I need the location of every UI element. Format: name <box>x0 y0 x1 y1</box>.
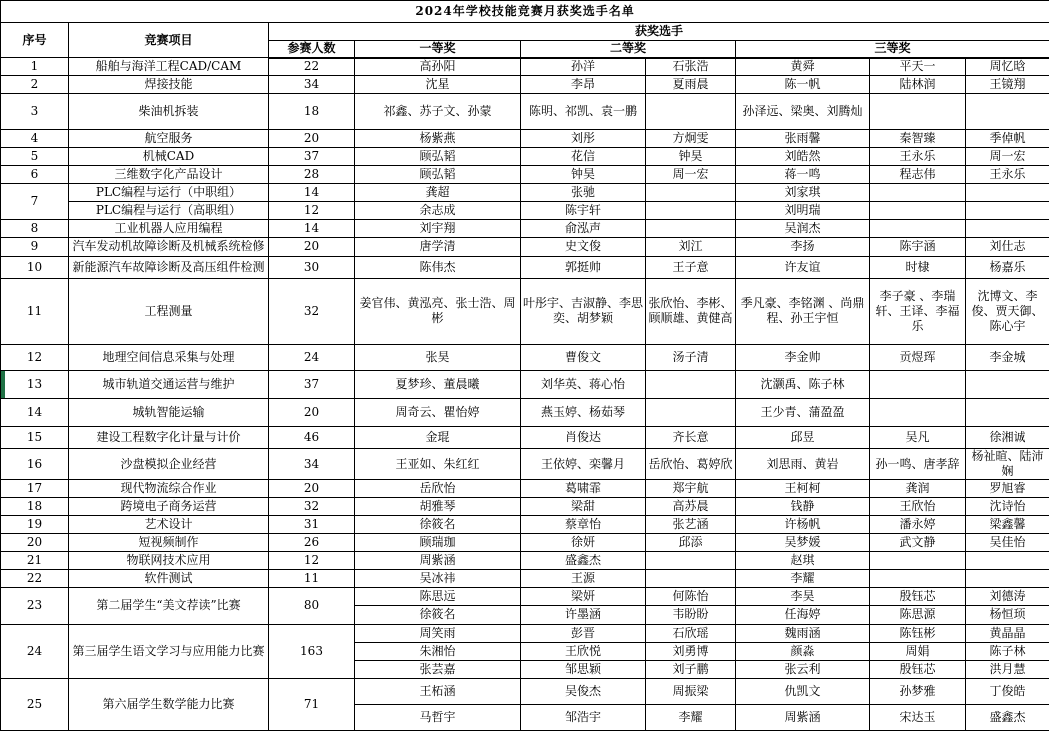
winner-cell[interactable]: 方炯雯 <box>646 130 736 148</box>
winner-cell[interactable]: 李昂 <box>521 76 646 94</box>
winner-cell[interactable]: 俞泓声 <box>521 220 646 238</box>
winner-cell[interactable]: 刘江 <box>646 238 736 256</box>
sheet-title[interactable]: 2024年学校技能竞赛月获奖选手名单 <box>1 1 1049 23</box>
row-number-cell[interactable]: 25 <box>1 678 69 730</box>
winner-cell[interactable]: 沈博文、李俊、贾天御、陈心宇 <box>966 278 1049 344</box>
project-cell[interactable]: 软件测试 <box>69 570 269 588</box>
project-cell[interactable]: 建设工程数字化计量与计价 <box>69 426 269 448</box>
winner-cell[interactable]: 张驰 <box>521 184 646 202</box>
table-row <box>1 184 1049 202</box>
participants-cell[interactable]: 30 <box>269 256 355 278</box>
row-number-cell[interactable]: 23 <box>1 588 69 624</box>
table-row <box>1 480 1049 498</box>
winner-cell[interactable]: 许墨涵 <box>521 606 646 624</box>
winner-cell[interactable]: 高孙阳 <box>355 58 521 76</box>
participants-cell[interactable]: 22 <box>269 58 355 76</box>
participants-cell[interactable]: 32 <box>269 278 355 344</box>
table-row <box>1 534 1049 552</box>
project-cell[interactable]: 新能源汽车故障诊断及高压组件检测 <box>69 256 269 278</box>
project-cell[interactable]: 汽车发动机故障诊断及机械系统检修 <box>69 238 269 256</box>
winner-cell[interactable]: 刘彤 <box>521 130 646 148</box>
winner-cell[interactable]: 张雨馨 <box>736 130 870 148</box>
winner-cell[interactable] <box>646 184 736 202</box>
winner-cell[interactable] <box>966 370 1049 398</box>
winner-cell[interactable]: 陈宇轩 <box>521 202 646 220</box>
winner-cell[interactable]: 李耀 <box>646 704 736 730</box>
winner-cell[interactable]: 周娟 <box>870 642 966 660</box>
winner-cell[interactable]: 高苏晨 <box>646 498 736 516</box>
table-row <box>1 678 1049 704</box>
row-number-cell[interactable]: 11 <box>1 278 69 344</box>
winner-cell[interactable]: 杨嘉乐 <box>966 256 1049 278</box>
winner-cell[interactable]: 陆林润 <box>870 76 966 94</box>
winner-cell[interactable]: 梁鑫馨 <box>966 516 1049 534</box>
winner-cell[interactable]: 岳欣怡 <box>355 480 521 498</box>
winner-cell[interactable]: 罗旭睿 <box>966 480 1049 498</box>
winner-cell[interactable]: 周紫涵 <box>736 704 870 730</box>
winner-cell[interactable] <box>870 398 966 426</box>
participants-cell[interactable]: 71 <box>269 678 355 730</box>
row-number-cell[interactable]: 12 <box>1 344 69 370</box>
participants-cell[interactable]: 46 <box>269 426 355 448</box>
winner-cell[interactable]: 刘德涛 <box>966 588 1049 606</box>
project-cell[interactable]: 工程测量 <box>69 278 269 344</box>
project-cell[interactable]: 物联网技术应用 <box>69 552 269 570</box>
winner-cell[interactable]: 吴佳怡 <box>966 534 1049 552</box>
winner-cell[interactable]: 夏梦珍、董晨曦 <box>355 370 521 398</box>
project-cell[interactable]: 城轨智能运输 <box>69 398 269 426</box>
winner-cell[interactable]: 盛鑫杰 <box>966 704 1049 730</box>
winner-cell[interactable]: 刘皓然 <box>736 148 870 166</box>
winner-cell[interactable]: 马哲宇 <box>355 704 521 730</box>
table-row <box>1 370 1049 398</box>
winner-cell[interactable]: 徐妍 <box>521 534 646 552</box>
participants-cell[interactable]: 37 <box>269 370 355 398</box>
winner-cell[interactable]: 周忆晗 <box>966 58 1049 76</box>
table-row <box>1 552 1049 570</box>
winner-cell[interactable]: 殷钰芯 <box>870 660 966 678</box>
winner-cell[interactable]: 沈诗怡 <box>966 498 1049 516</box>
winner-cell[interactable] <box>870 184 966 202</box>
winner-cell[interactable]: 洪月慧 <box>966 660 1049 678</box>
project-cell[interactable]: 短视频制作 <box>69 534 269 552</box>
winner-cell[interactable]: 刘思雨、黄岩 <box>736 449 870 480</box>
winner-cell[interactable]: 金琨 <box>355 426 521 448</box>
participants-cell[interactable]: 12 <box>269 202 355 220</box>
winner-cell[interactable]: 武文静 <box>870 534 966 552</box>
winner-cell[interactable]: 唐学清 <box>355 238 521 256</box>
winner-cell[interactable] <box>870 220 966 238</box>
header-first-prize[interactable]: 一等奖 <box>355 41 521 58</box>
winner-cell[interactable]: 李子豪 、李瑞轩、王译、李福乐 <box>870 278 966 344</box>
row-number-cell[interactable]: 13 <box>1 370 69 398</box>
participants-cell[interactable]: 20 <box>269 130 355 148</box>
winner-cell[interactable]: 顾弘韬 <box>355 148 521 166</box>
winner-cell[interactable]: 宋达玉 <box>870 704 966 730</box>
participants-cell[interactable]: 34 <box>269 449 355 480</box>
table-row <box>1 588 1049 606</box>
participants-cell[interactable]: 24 <box>269 344 355 370</box>
winner-cell[interactable]: 刘华英、蒋心怡 <box>521 370 646 398</box>
winner-cell[interactable]: 沈星 <box>355 76 521 94</box>
winner-cell[interactable]: 季凡豪、李铭渊 、尚鼎程、孙王宇恒 <box>736 278 870 344</box>
table-body <box>1 58 1049 731</box>
winner-cell[interactable]: 盛鑫杰 <box>521 552 646 570</box>
winner-cell[interactable]: 王柘涵 <box>355 678 521 704</box>
winner-cell[interactable]: 周笑雨 <box>355 624 521 642</box>
title-row <box>1 1 1049 23</box>
winner-cell[interactable]: 周紫涵 <box>355 552 521 570</box>
row-number-cell[interactable]: 17 <box>1 480 69 498</box>
winner-cell[interactable]: 孙泽远、梁奥、刘腾灿 <box>736 94 870 130</box>
header-participants[interactable]: 参赛人数 <box>269 41 355 58</box>
winner-cell[interactable]: 陈思源 <box>870 606 966 624</box>
winner-cell[interactable]: 周振梁 <box>646 678 736 704</box>
winner-cell[interactable]: 胡雅琴 <box>355 498 521 516</box>
winner-cell[interactable]: 陈思远 <box>355 588 521 606</box>
winner-cell[interactable]: 吴凡 <box>870 426 966 448</box>
winner-cell[interactable] <box>646 370 736 398</box>
winner-cell[interactable]: 顾瑞珈 <box>355 534 521 552</box>
table-row <box>1 166 1049 184</box>
winner-cell[interactable]: 刘仕志 <box>966 238 1049 256</box>
winner-cell[interactable] <box>870 202 966 220</box>
winner-cell[interactable]: 陈钰彬 <box>870 624 966 642</box>
table-row <box>1 238 1049 256</box>
winner-cell[interactable]: 石欣瑶 <box>646 624 736 642</box>
winner-cell[interactable]: 顾弘韬 <box>355 166 521 184</box>
project-cell[interactable]: 城市轨道交通运营与维护 <box>69 370 269 398</box>
winner-cell[interactable]: 陈子林 <box>966 642 1049 660</box>
winner-cell[interactable]: 孙洋 <box>521 58 646 76</box>
participants-cell[interactable]: 11 <box>269 570 355 588</box>
winner-cell[interactable]: 王源 <box>521 570 646 588</box>
winner-cell[interactable]: 潘永婷 <box>870 516 966 534</box>
project-cell[interactable]: 机械CAD <box>69 148 269 166</box>
winner-cell[interactable]: 孙一鸣、唐孝辞 <box>870 449 966 480</box>
winner-cell[interactable] <box>646 398 736 426</box>
row-number-cell[interactable]: 18 <box>1 498 69 516</box>
row-number-cell[interactable]: 10 <box>1 256 69 278</box>
winner-cell[interactable] <box>646 94 736 130</box>
winner-cell[interactable]: 刘家琪 <box>736 184 870 202</box>
winner-cell[interactable]: 梁妍 <box>521 588 646 606</box>
winner-cell[interactable] <box>966 184 1049 202</box>
winner-cell[interactable]: 殷钰芯 <box>870 588 966 606</box>
table-row <box>1 498 1049 516</box>
winner-cell[interactable]: 李金城 <box>966 344 1049 370</box>
winner-cell[interactable]: 邹思颖 <box>521 660 646 678</box>
winner-cell[interactable]: 张艺涵 <box>646 516 736 534</box>
row-number-cell[interactable]: 22 <box>1 570 69 588</box>
winner-cell[interactable]: 夏雨晨 <box>646 76 736 94</box>
table-row <box>1 426 1049 448</box>
winner-cell[interactable]: 蔡章怡 <box>521 516 646 534</box>
table-row <box>1 148 1049 166</box>
winner-cell[interactable]: 周一宏 <box>646 166 736 184</box>
winner-cell[interactable]: 杨恒顼 <box>966 606 1049 624</box>
winner-cell[interactable]: 钟昊 <box>646 148 736 166</box>
winner-cell[interactable]: 祁鑫、苏子文、孙蒙 <box>355 94 521 130</box>
winner-cell[interactable]: 王柯柯 <box>736 480 870 498</box>
row-number-cell[interactable]: 2 <box>1 76 69 94</box>
table-row <box>1 58 1049 76</box>
winner-cell[interactable] <box>646 220 736 238</box>
winner-cell[interactable]: 肖俊达 <box>521 426 646 448</box>
participants-cell[interactable]: 20 <box>269 480 355 498</box>
participants-cell[interactable]: 37 <box>269 148 355 166</box>
winner-cell[interactable]: 杨紫燕 <box>355 130 521 148</box>
row-number-cell[interactable]: 1 <box>1 58 69 76</box>
project-cell[interactable]: 艺术设计 <box>69 516 269 534</box>
winner-cell[interactable]: 岳欣怡、葛婷欣 <box>646 449 736 480</box>
winner-cell[interactable]: 王亚如、朱红红 <box>355 449 521 480</box>
winner-cell[interactable] <box>966 552 1049 570</box>
project-cell[interactable]: 地理空间信息采集与处理 <box>69 344 269 370</box>
winner-cell[interactable]: 陈伟杰 <box>355 256 521 278</box>
winner-cell[interactable]: 丁俊皓 <box>966 678 1049 704</box>
project-cell[interactable]: 船舶与海洋工程CAD/CAM <box>69 58 269 76</box>
winner-cell[interactable]: 张芸嘉 <box>355 660 521 678</box>
winner-cell[interactable]: 杨祉暄、陆沛娴 <box>966 449 1049 480</box>
winner-cell[interactable]: 陈宇涵 <box>870 238 966 256</box>
winner-cell[interactable]: 时棣 <box>870 256 966 278</box>
winner-cell[interactable]: 许友谊 <box>736 256 870 278</box>
winner-cell[interactable]: 黄晶晶 <box>966 624 1049 642</box>
winner-cell[interactable] <box>870 570 966 588</box>
winner-cell[interactable]: 陈一帆 <box>736 76 870 94</box>
winner-cell[interactable]: 季倬帆 <box>966 130 1049 148</box>
project-cell[interactable]: 第二届学生“美文荐读”比赛 <box>69 588 269 624</box>
winner-cell[interactable]: 沈灏禹、陈子林 <box>736 370 870 398</box>
table-row <box>1 516 1049 534</box>
row-number-cell[interactable]: 14 <box>1 398 69 426</box>
table-row <box>1 94 1049 130</box>
row-number-cell[interactable]: 19 <box>1 516 69 534</box>
project-cell[interactable]: 第三届学生语文学习与应用能力比赛 <box>69 624 269 678</box>
winner-cell[interactable]: 叶彤宇、吉淑静、李思奕、胡梦颖 <box>521 278 646 344</box>
winner-cell[interactable]: 程志伟 <box>870 166 966 184</box>
table-row <box>1 202 1049 220</box>
winner-cell[interactable]: 张云利 <box>736 660 870 678</box>
table-row <box>1 398 1049 426</box>
winner-cell[interactable] <box>966 220 1049 238</box>
winner-cell[interactable]: 燕玉婷、杨茹琴 <box>521 398 646 426</box>
header-project[interactable]: 竞赛项目 <box>69 23 269 58</box>
winner-cell[interactable]: 贡煜珲 <box>870 344 966 370</box>
winner-cell[interactable]: 邱添 <box>646 534 736 552</box>
winner-cell[interactable]: 张昊 <box>355 344 521 370</box>
winner-cell[interactable]: 张欣怡、李彬、顾顺雄、黄健高 <box>646 278 736 344</box>
winner-cell[interactable]: 王子意 <box>646 256 736 278</box>
project-cell[interactable]: 第六届学生数学能力比赛 <box>69 678 269 730</box>
winner-cell[interactable]: 黄舜 <box>736 58 870 76</box>
table-row <box>1 449 1049 480</box>
winner-cell[interactable]: 何陈怡 <box>646 588 736 606</box>
winner-cell[interactable] <box>870 552 966 570</box>
project-cell[interactable]: 现代物流综合作业 <box>69 480 269 498</box>
winner-cell[interactable]: 李扬 <box>736 238 870 256</box>
participants-cell[interactable]: 12 <box>269 552 355 570</box>
winner-cell[interactable]: 史文俊 <box>521 238 646 256</box>
row-number-cell[interactable]: 8 <box>1 220 69 238</box>
winner-cell[interactable] <box>966 570 1049 588</box>
winner-cell[interactable]: 周一宏 <box>966 148 1049 166</box>
participants-cell[interactable]: 18 <box>269 94 355 130</box>
table-row <box>1 570 1049 588</box>
winner-cell[interactable] <box>966 398 1049 426</box>
winner-cell[interactable] <box>870 94 966 130</box>
winner-cell[interactable]: 余志成 <box>355 202 521 220</box>
winner-cell[interactable] <box>966 94 1049 130</box>
winner-cell[interactable]: 任海婷 <box>736 606 870 624</box>
winner-cell[interactable]: 刘勇博 <box>646 642 736 660</box>
winner-cell[interactable]: 彭晋 <box>521 624 646 642</box>
table-row <box>1 624 1049 642</box>
participants-cell[interactable]: 28 <box>269 166 355 184</box>
winner-cell[interactable]: 王少青、蒲盈盈 <box>736 398 870 426</box>
winner-cell[interactable]: 邱昱 <box>736 426 870 448</box>
winner-cell[interactable]: 王欣悦 <box>521 642 646 660</box>
winner-cell[interactable]: 李金帅 <box>736 344 870 370</box>
winner-cell[interactable]: 颜淼 <box>736 642 870 660</box>
project-cell[interactable]: PLC编程与运行（中职组） <box>69 184 269 202</box>
winner-cell[interactable]: 葛啸霏 <box>521 480 646 498</box>
winner-cell[interactable]: 吴润杰 <box>736 220 870 238</box>
row-number-cell[interactable]: 16 <box>1 449 69 480</box>
winner-cell[interactable]: 曹俊文 <box>521 344 646 370</box>
winner-cell[interactable]: 齐长意 <box>646 426 736 448</box>
winner-cell[interactable]: 朱湘怡 <box>355 642 521 660</box>
project-cell[interactable]: 航空服务 <box>69 130 269 148</box>
project-cell[interactable]: 工业机器人应用编程 <box>69 220 269 238</box>
participants-cell[interactable]: 80 <box>269 588 355 624</box>
winner-cell[interactable]: 石张浩 <box>646 58 736 76</box>
table-row <box>1 344 1049 370</box>
winner-cell[interactable] <box>966 202 1049 220</box>
participants-cell[interactable]: 20 <box>269 398 355 426</box>
winner-cell[interactable]: 陈明、祁凯、袁一鹏 <box>521 94 646 130</box>
row-number-cell[interactable]: 5 <box>1 148 69 166</box>
project-cell[interactable]: 三维数字化产品设计 <box>69 166 269 184</box>
winner-cell[interactable]: 周奇云、瞿怡婷 <box>355 398 521 426</box>
winner-cell[interactable]: 秦智臻 <box>870 130 966 148</box>
header-second-prize[interactable]: 二等奖 <box>521 41 736 58</box>
winner-cell[interactable]: 许杨帆 <box>736 516 870 534</box>
winner-cell[interactable] <box>646 202 736 220</box>
winner-cell[interactable]: 刘宇翔 <box>355 220 521 238</box>
winner-cell[interactable]: 钟昊 <box>521 166 646 184</box>
winner-cell[interactable] <box>646 570 736 588</box>
winner-cell[interactable]: 王镜翔 <box>966 76 1049 94</box>
winner-cell[interactable]: 李耀 <box>736 570 870 588</box>
table-row <box>1 130 1049 148</box>
header-row-1 <box>1 23 1049 41</box>
participants-cell[interactable]: 31 <box>269 516 355 534</box>
header-winners[interactable]: 获奖选手 <box>269 23 1049 41</box>
winner-cell[interactable]: 邹浩宇 <box>521 704 646 730</box>
winner-cell[interactable]: 韦盼盼 <box>646 606 736 624</box>
project-cell[interactable]: 焊接技能 <box>69 76 269 94</box>
winner-cell[interactable]: 王永乐 <box>966 166 1049 184</box>
participants-cell[interactable]: 34 <box>269 76 355 94</box>
row-number-cell[interactable]: 21 <box>1 552 69 570</box>
row-number-cell[interactable]: 9 <box>1 238 69 256</box>
winner-cell[interactable]: 魏雨涵 <box>736 624 870 642</box>
participants-cell[interactable]: 26 <box>269 534 355 552</box>
winner-cell[interactable]: 刘子鹏 <box>646 660 736 678</box>
winner-cell[interactable]: 龚超 <box>355 184 521 202</box>
winner-cell[interactable]: 孙梦雅 <box>870 678 966 704</box>
winner-cell[interactable]: 梁甜 <box>521 498 646 516</box>
participants-cell[interactable]: 163 <box>269 624 355 678</box>
winner-cell[interactable]: 花信 <box>521 148 646 166</box>
winner-cell[interactable]: 刘明瑞 <box>736 202 870 220</box>
winner-cell[interactable]: 王永乐 <box>870 148 966 166</box>
winner-cell[interactable]: 吴俊杰 <box>521 678 646 704</box>
winner-cell[interactable]: 平天一 <box>870 58 966 76</box>
winner-cell[interactable]: 徐筱名 <box>355 606 521 624</box>
table-row <box>1 278 1049 344</box>
header-third-prize[interactable]: 三等奖 <box>736 41 1049 58</box>
participants-cell[interactable]: 14 <box>269 220 355 238</box>
winner-cell[interactable] <box>646 552 736 570</box>
participants-cell[interactable]: 20 <box>269 238 355 256</box>
winner-cell[interactable]: 王依婷、栾馨月 <box>521 449 646 480</box>
project-cell[interactable]: PLC编程与运行（高职组） <box>69 202 269 220</box>
participants-cell[interactable]: 14 <box>269 184 355 202</box>
table-row <box>1 76 1049 94</box>
project-cell[interactable]: 跨境电子商务运营 <box>69 498 269 516</box>
row-number-cell[interactable]: 6 <box>1 166 69 184</box>
table-row <box>1 256 1049 278</box>
row-number-cell[interactable]: 4 <box>1 130 69 148</box>
participants-cell[interactable]: 32 <box>269 498 355 516</box>
winner-cell[interactable]: 徐湘诚 <box>966 426 1049 448</box>
winner-cell[interactable]: 蒋一鸣 <box>736 166 870 184</box>
winner-cell[interactable]: 吴梦媛 <box>736 534 870 552</box>
winner-cell[interactable]: 郑宇航 <box>646 480 736 498</box>
winner-cell[interactable]: 吴冰祎 <box>355 570 521 588</box>
row-number-cell[interactable]: 15 <box>1 426 69 448</box>
winner-cell[interactable]: 仇凯文 <box>736 678 870 704</box>
winner-cell[interactable]: 姜官伟、黄泓亮、张士浩、周彬 <box>355 278 521 344</box>
winner-cell[interactable]: 徐筱名 <box>355 516 521 534</box>
winner-cell[interactable]: 汤子清 <box>646 344 736 370</box>
winner-cell[interactable]: 王欣怡 <box>870 498 966 516</box>
winner-cell[interactable]: 龚润 <box>870 480 966 498</box>
winner-cell[interactable]: 郭挺帅 <box>521 256 646 278</box>
row-number-cell[interactable]: 20 <box>1 534 69 552</box>
winner-cell[interactable] <box>870 370 966 398</box>
row-number-cell[interactable]: 3 <box>1 94 69 130</box>
winner-cell[interactable]: 钱静 <box>736 498 870 516</box>
winner-cell[interactable]: 李昊 <box>736 588 870 606</box>
project-cell[interactable]: 柴油机拆装 <box>69 94 269 130</box>
row-number-cell[interactable]: 24 <box>1 624 69 678</box>
project-cell[interactable]: 沙盘模拟企业经营 <box>69 449 269 480</box>
header-no[interactable]: 序号 <box>1 23 69 58</box>
row-number-cell[interactable]: 7 <box>1 184 69 220</box>
winner-cell[interactable]: 赵琪 <box>736 552 870 570</box>
table-row <box>1 220 1049 238</box>
